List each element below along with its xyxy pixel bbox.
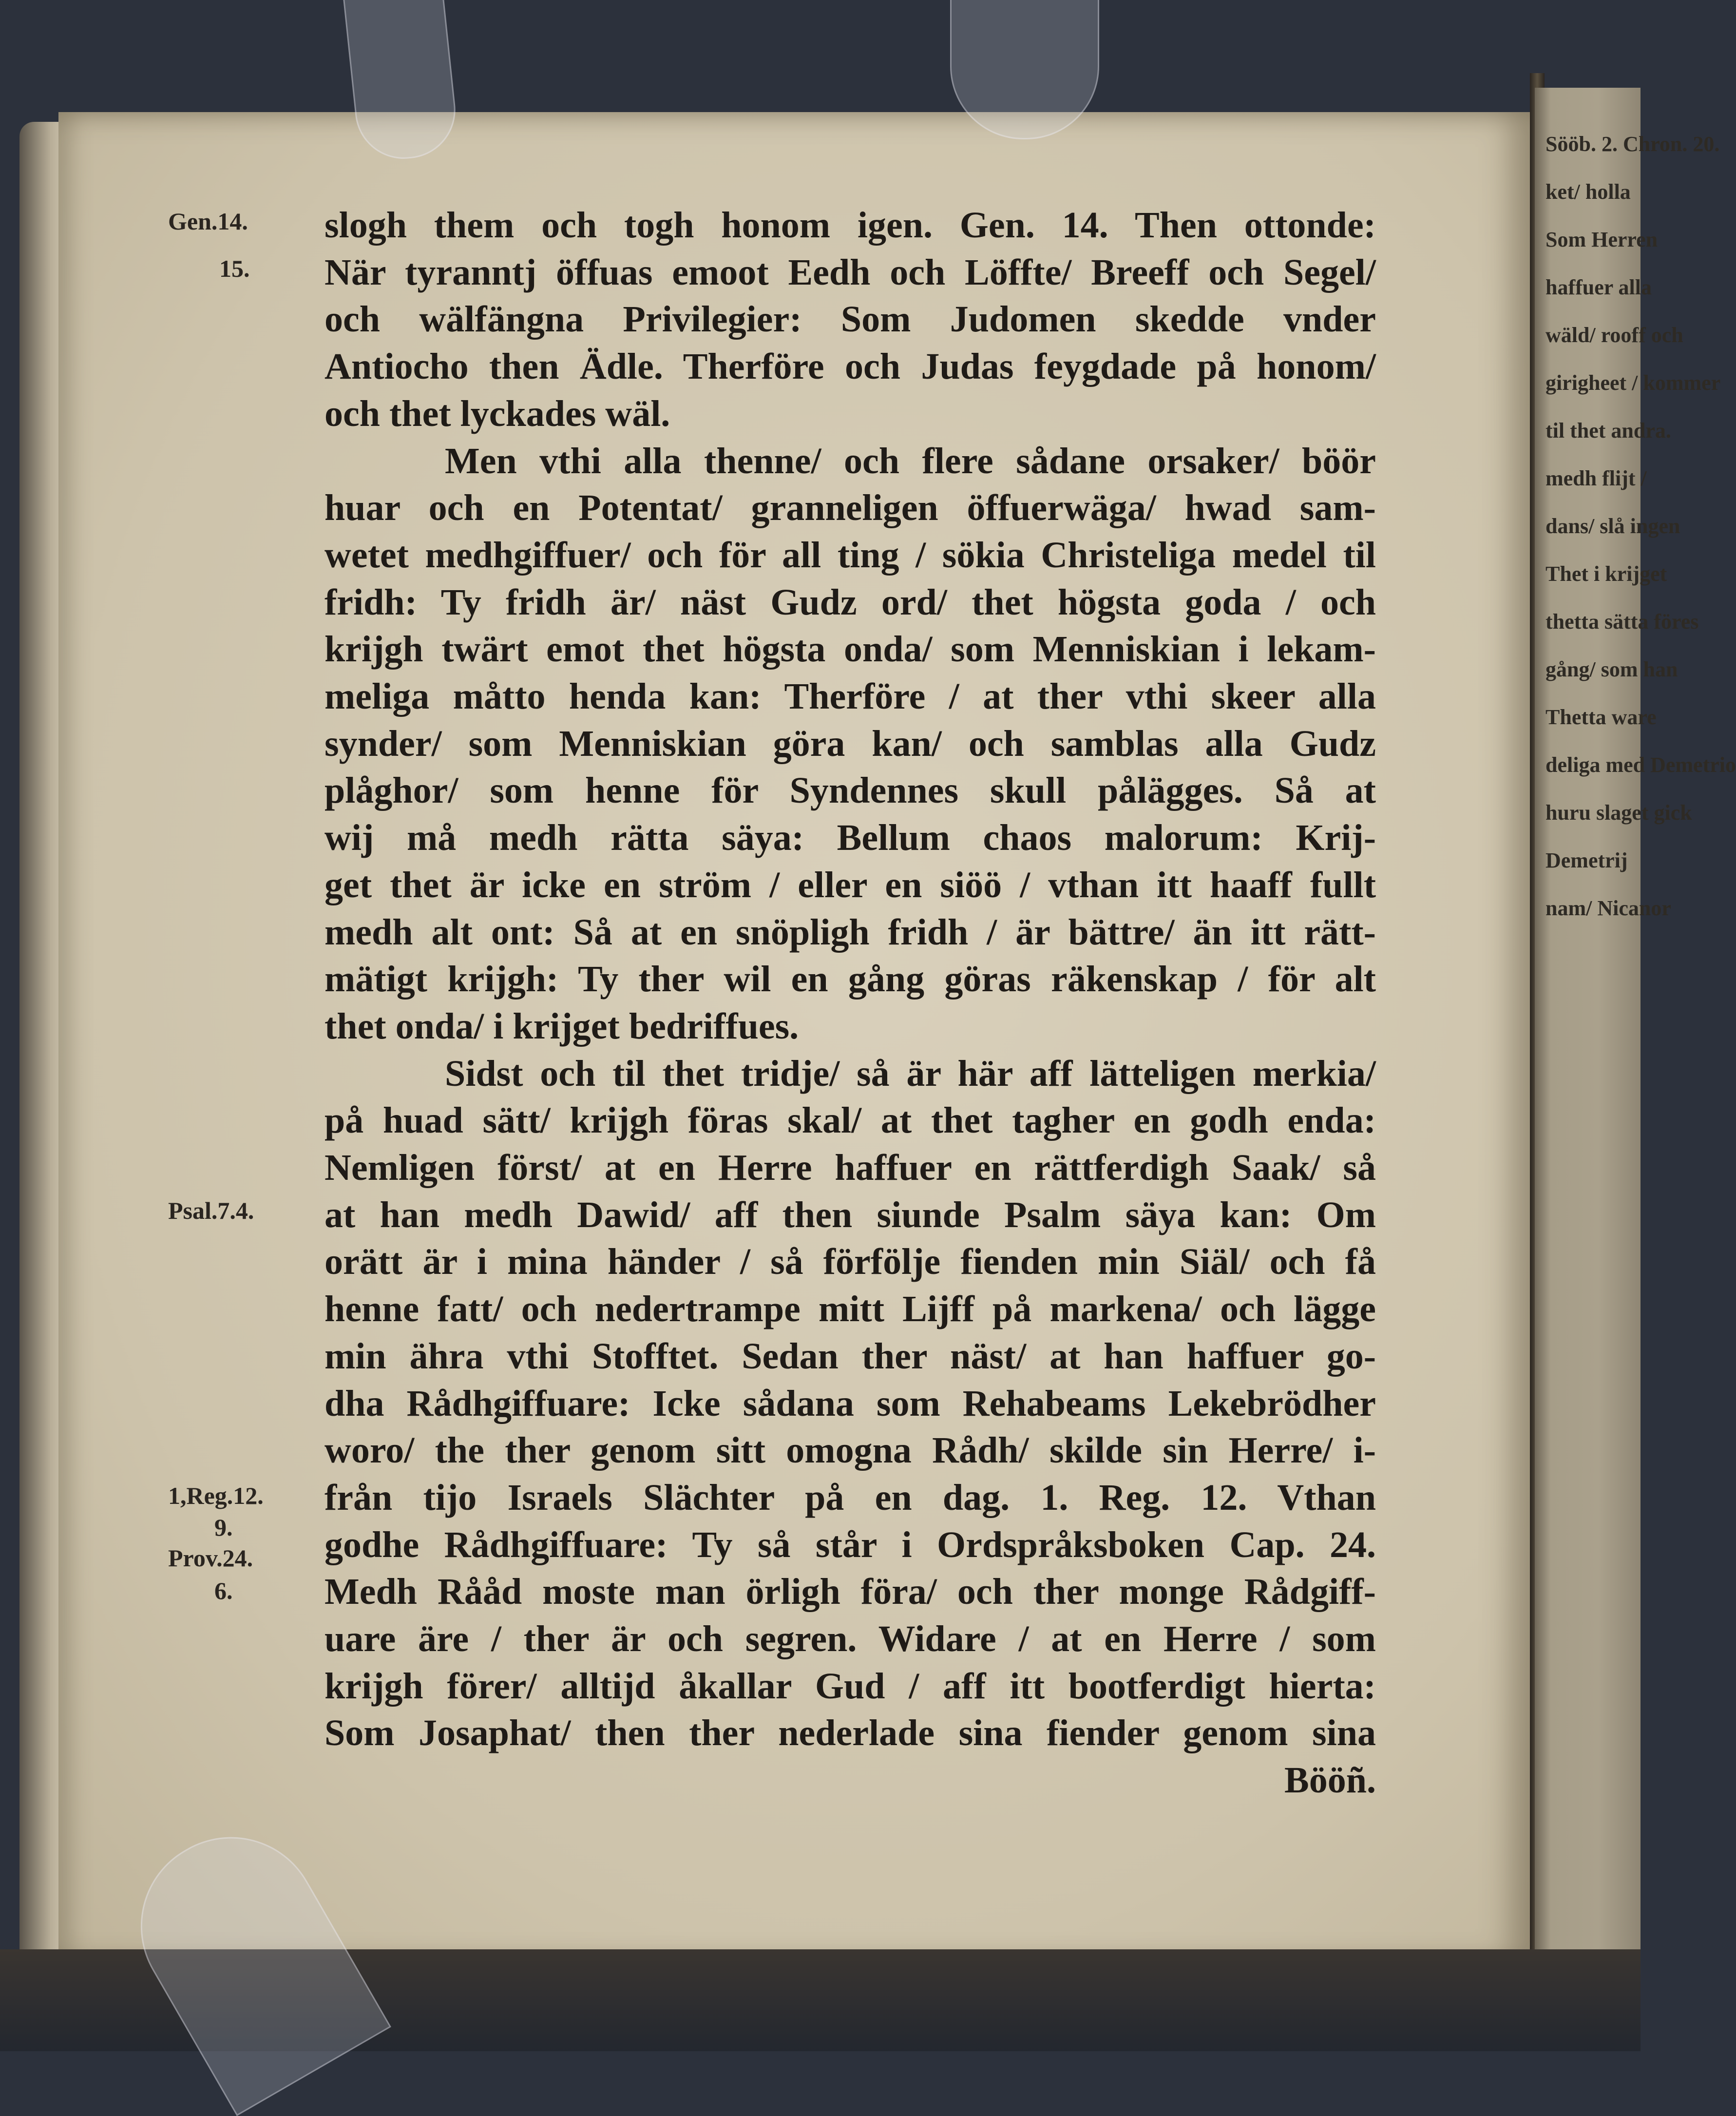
text-line: Nemligen först/ at en Herre haffuer en rättferdigh Saak/ så xyxy=(324,1147,1376,1188)
text-line: fridh: Ty fridh är/ näst Gudz ord/ thet högsta goda / och xyxy=(324,581,1376,623)
text-line: thet onda/ i krijget bedriffues. xyxy=(324,1005,799,1047)
text-line: godhe Rådhgiffuare: Ty så står i Ordspråksboken Cap. 24. xyxy=(324,1524,1376,1565)
margin-note: 6. xyxy=(214,1577,233,1604)
facing-page-text-fragment: dans/ slå ingen xyxy=(1545,514,1680,538)
text-line: Bööñ. xyxy=(1284,1760,1376,1801)
text-line: mätigt krijgh: Ty ther wil en gång göras räkenskap / för alt xyxy=(324,959,1376,1000)
body-text xyxy=(324,202,1376,1810)
facing-page-text-fragment: Thet i krijget xyxy=(1545,562,1667,586)
facing-page-text-fragment: huru slaget gick xyxy=(1545,801,1692,825)
text-line: plåghor/ som henne för Syndennes skull pålägges. Så at xyxy=(324,770,1376,811)
text-line: När tyranntj öffuas emoot Eedh och Löffte/ Breeff och Segel/ xyxy=(324,251,1376,293)
text-line: wetet medhgiffuer/ och för all ting / sökia Christeliga medel til xyxy=(324,534,1376,576)
facing-page-text-fragment: til thet andra. xyxy=(1545,419,1671,442)
text-line: Sidst och til thet tridje/ så är här aff lätteligen merkia/ xyxy=(445,1053,1376,1094)
text-line: min ähra vthi Stofftet. Sedan ther näst/ at han haffuer go- xyxy=(324,1335,1376,1377)
facing-page-text-fragment: medh flijt / xyxy=(1545,466,1647,490)
text-line: på huad sätt/ krijgh föras skal/ at thet tagher en godh enda: xyxy=(324,1100,1376,1141)
text-line: krijgh förer/ alltijd åkallar Gud / aff itt bootferdigt hierta: xyxy=(324,1665,1376,1707)
text-line: dha Rådhgiffuare: Icke sådana som Rehabeams Lekebrödher xyxy=(324,1383,1376,1424)
text-line: wij må medh rätta säya: Bellum chaos malorum: Krij- xyxy=(324,817,1376,859)
text-line: meliga måtto henda kan: Therföre / at ther vthi skeer alla xyxy=(324,676,1376,717)
facing-page-text-fragment: Demetrij xyxy=(1545,848,1628,872)
margin-note: Prov.24. xyxy=(168,1544,253,1572)
text-line: medh alt ont: Så at en snöpligh fridh / är bättre/ än itt rätt- xyxy=(324,911,1376,953)
text-line: woro/ the ther genom sitt omogna Rådh/ skilde sin Herre/ i- xyxy=(324,1430,1376,1471)
text-line: krijgh twärt emot thet högsta onda/ som Menniskian i lekam- xyxy=(324,629,1376,670)
facing-page-text-fragment: Thetta ware xyxy=(1545,705,1657,729)
text-line: orätt är i mina händer / så förfölje fienden min Siäl/ och få xyxy=(324,1241,1376,1283)
page-holder-clip xyxy=(950,0,1099,139)
text-line: Som Josaphat/ then ther nederlade sina fiender genom sina xyxy=(324,1712,1376,1754)
facing-page-text-fragment: Sööb. 2. Chron. 20. xyxy=(1545,132,1720,156)
facing-page-text-fragment: deliga med Demetrio xyxy=(1545,753,1736,777)
text-line: och wälfängna Privilegier: Som Judomen skedde vnder xyxy=(324,299,1376,340)
text-line: och thet lyckades wäl. xyxy=(324,393,670,434)
margin-note: 15. xyxy=(219,255,250,282)
text-line: henne fatt/ och nedertrampe mitt Lijff på markena/ och lägge xyxy=(324,1289,1376,1330)
text-line: synder/ som Menniskian göra kan/ och samblas alla Gudz xyxy=(324,723,1376,764)
facing-page-text-fragment: girigheet / kommer xyxy=(1545,371,1721,395)
text-line: Medh Rååd moste man örligh föra/ och ther monge Rådgiff- xyxy=(324,1571,1376,1613)
text-line: at han medh Dawid/ aff then siunde Psalm säya kan: Om xyxy=(324,1194,1376,1235)
text-line: slogh them och togh honom igen. Gen. 14. Then ottonde: xyxy=(324,205,1376,246)
facing-page-text-fragment: gång/ som han xyxy=(1545,657,1678,681)
facing-page-text-fragment: ket/ holla xyxy=(1545,180,1631,204)
text-line: get thet är icke en ström / eller en siöö / vthan itt haaff fullt xyxy=(324,864,1376,905)
facing-page-text-fragment: wäld/ rooff och xyxy=(1545,323,1683,347)
facing-page-text-fragment: Som Herren xyxy=(1545,228,1658,251)
margin-note: Gen.14. xyxy=(168,208,248,235)
facing-page-text-fragment: nam/ Nicanor xyxy=(1545,896,1671,920)
text-line: Antiocho then Ädle. Therföre och Judas feygdade på honom/ xyxy=(324,346,1376,387)
text-line: uare äre / ther är och segren. Widare / at en Herre / som xyxy=(324,1618,1376,1659)
text-line: huar och en Potentat/ granneligen öffuerwäga/ hwad sam- xyxy=(324,487,1376,529)
facing-page-text-fragment: haffuer alla xyxy=(1545,275,1652,299)
text-line: Men vthi alla thenne/ och flere sådane orsaker/ böör xyxy=(445,440,1376,481)
margin-note: 1,Reg.12. xyxy=(168,1482,264,1509)
facing-page xyxy=(1535,88,1736,1979)
margin-note: 9. xyxy=(214,1514,233,1541)
facing-page-text-fragment: thetta sätta föres xyxy=(1545,610,1699,634)
margin-note: Psal.7.4. xyxy=(168,1197,254,1224)
text-line: från tijo Israels Slächter på en dag. 1. Reg. 12. Vthan xyxy=(324,1477,1376,1518)
